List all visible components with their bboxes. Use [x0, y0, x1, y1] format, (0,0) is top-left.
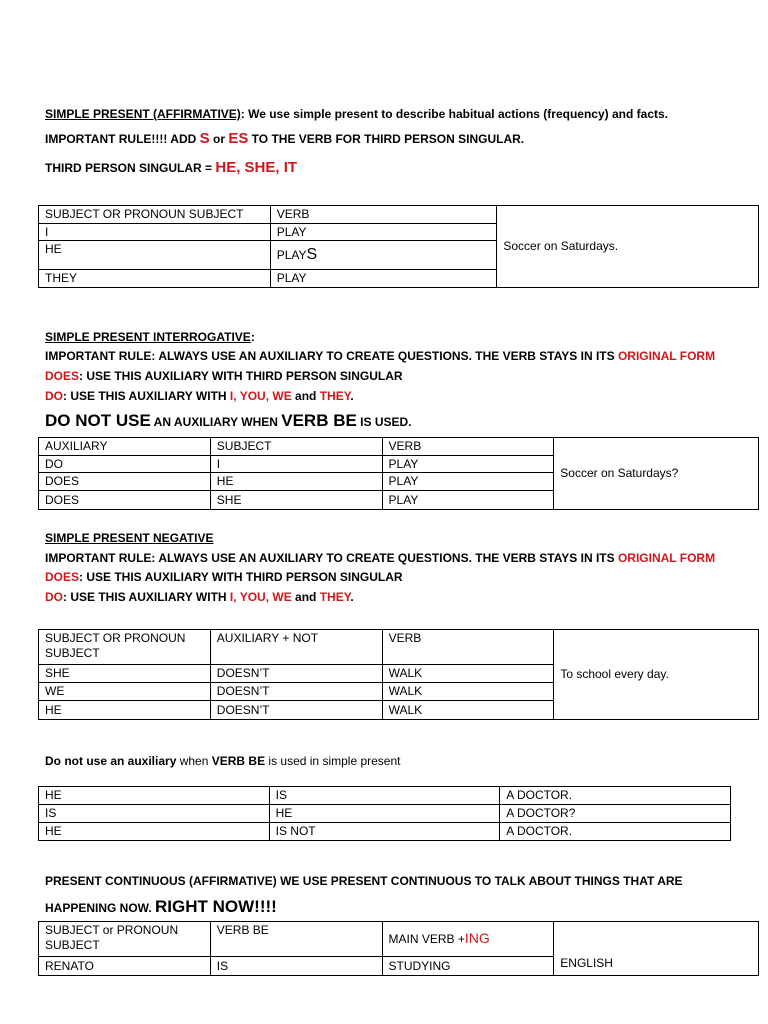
- table-row: [39, 630, 759, 665]
- s3-do-f: .: [350, 590, 354, 604]
- s2-h3: VERB: [382, 438, 554, 456]
- s2-does-b: : USE THIS AUXILIARY WITH THIRD PERSON SINGULAR: [79, 369, 403, 383]
- s1-plays-base: PLAY: [276, 248, 307, 262]
- s2-do-c: I, YOU, WE: [229, 389, 292, 403]
- s5-h1a: SUBJECT or PRONOUN: [45, 923, 179, 937]
- table-row: [39, 922, 759, 957]
- s1-rule-or: or: [209, 132, 229, 146]
- s3-h1a: SUBJECT OR PRONOUN: [45, 631, 186, 645]
- s1-plays-s: S: [306, 246, 318, 263]
- s2-rule: [45, 348, 715, 364]
- s3-do-d: and: [291, 590, 320, 604]
- s4-note-d: is used in simple present: [265, 754, 401, 768]
- table-cell: PLAY: [382, 473, 554, 491]
- table-row: [39, 787, 731, 805]
- table-cell: IS: [39, 805, 270, 823]
- s3-h2: AUXILIARY + NOT: [210, 630, 382, 665]
- table-cell: IS: [269, 787, 500, 805]
- s2-do: [45, 388, 354, 404]
- s3-do-b: : USE THIS AUXILIARY WITH: [63, 590, 230, 604]
- s5-line2: [45, 897, 277, 918]
- table-cell: PLAY: [270, 270, 497, 288]
- table-cell: I: [39, 224, 271, 241]
- s5-h1: [39, 922, 211, 957]
- s2-dnu-c: VERB BE: [281, 411, 357, 430]
- s2-rule-a: IMPORTANT RULE: ALWAYS USE AN AUXILIARY TO CREATE QUESTIONS. THE VERB STAYS IN ITS: [45, 349, 618, 363]
- s5-h3b: ING: [464, 930, 490, 946]
- table-cell: A DOCTOR.: [500, 823, 731, 841]
- s2-table: [38, 437, 759, 510]
- table-cell: DO: [39, 456, 211, 473]
- s3-rule-a: IMPORTANT RULE: ALWAYS USE AN AUXILIARY TO CREATE QUESTIONS. THE VERB STAYS IN ITS: [45, 551, 618, 565]
- s3-does-a: DOES: [45, 570, 80, 584]
- s2-do-a: DO: [45, 389, 63, 403]
- s1-tps-value: HE, SHE, IT: [215, 159, 298, 176]
- table-cell: DOES: [39, 473, 211, 491]
- s5-h1b: SUBJECT: [45, 938, 100, 952]
- table-cell: RENATO: [39, 957, 211, 976]
- s3-rule: [45, 550, 715, 566]
- s3-side: To school every day.: [554, 630, 759, 720]
- s3-do-a: DO: [45, 590, 63, 604]
- s5-h3a: MAIN VERB +: [388, 932, 465, 946]
- table-cell: HE: [269, 805, 500, 823]
- s2-title: SIMPLE PRESENT INTERROGATIVE: [45, 330, 251, 344]
- s1-rule-suffix: TO THE VERB FOR THIRD PERSON SINGULAR.: [248, 132, 525, 146]
- s2-do-e: THEY: [319, 389, 351, 403]
- s2-do-b: : USE THIS AUXILIARY WITH: [63, 389, 230, 403]
- s1-title-rest: : We use simple present to describe habitual actions (frequency) and facts.: [240, 107, 668, 121]
- table-row: [39, 438, 759, 456]
- s5-h3: [382, 922, 554, 957]
- s5-side: ENGLISH: [554, 922, 759, 976]
- table-cell: IS: [210, 957, 382, 976]
- s4-note-c: VERB BE: [211, 754, 266, 768]
- table-cell: [270, 241, 497, 270]
- table-cell: PLAY: [382, 491, 554, 510]
- table-row: [39, 805, 731, 823]
- s2-does: [45, 368, 403, 384]
- s3-do: [45, 589, 354, 605]
- s4-note-b: when: [176, 754, 212, 768]
- table-cell: A DOCTOR?: [500, 805, 731, 823]
- s1-rule-prefix: IMPORTANT RULE!!!! ADD: [45, 132, 200, 146]
- s1-side: Soccer on Saturdays.: [497, 206, 759, 288]
- table-cell: WALK: [382, 701, 554, 720]
- table-row: [39, 823, 731, 841]
- s1-rule-s: S: [199, 130, 210, 147]
- table-cell: WALK: [382, 683, 554, 701]
- table-cell: THEY: [39, 270, 271, 288]
- table-cell: SHE: [39, 665, 211, 683]
- s4-note: [45, 753, 400, 769]
- table-cell: WE: [39, 683, 211, 701]
- table-cell: DOES: [39, 491, 211, 510]
- table-cell: DOESN’T: [210, 665, 382, 683]
- s3-do-c: I, YOU, WE: [229, 590, 292, 604]
- s3-h1b: SUBJECT: [45, 646, 100, 660]
- table-cell: PLAY: [382, 456, 554, 473]
- s3-do-e: THEY: [319, 590, 351, 604]
- table-cell: HE: [39, 701, 211, 720]
- s1-tps-prefix: THIRD PERSON SINGULAR =: [45, 161, 216, 175]
- table-cell: HE: [39, 823, 270, 841]
- s3-h1: [39, 630, 211, 665]
- s2-rule-b: ORIGINAL FORM: [617, 349, 716, 363]
- s2-do-d: and: [291, 389, 320, 403]
- table-cell: HE: [210, 473, 382, 491]
- table-cell: HE: [39, 241, 271, 270]
- s5-line2-b: RIGHT NOW!!!!: [155, 897, 277, 916]
- s3-title: SIMPLE PRESENT NEGATIVE: [45, 531, 214, 545]
- s5-line2-a: HAPPENING NOW.: [45, 901, 156, 915]
- s1-h2: VERB: [270, 206, 497, 224]
- s1-h1: SUBJECT OR PRONOUN SUBJECT: [39, 206, 271, 224]
- s2-dnu-d: IS USED.: [356, 415, 412, 429]
- s2-do-not-use: [45, 411, 412, 432]
- s2-h1: AUXILIARY: [39, 438, 211, 456]
- s5-line1: PRESENT CONTINUOUS (AFFIRMATIVE) WE USE PRESENT CONTINUOUS TO TALK ABOUT THINGS THAT ARE: [45, 874, 683, 888]
- s1-tps: [45, 160, 297, 176]
- s2-dnu-b: AN AUXILIARY WHEN: [150, 415, 282, 429]
- s3-rule-b: ORIGINAL FORM: [617, 551, 716, 565]
- table-cell: STUDYING: [382, 957, 554, 976]
- s1-title: SIMPLE PRESENT (AFFIRMATIVE): [45, 107, 241, 121]
- s1-table: [38, 205, 759, 288]
- s5-table: [38, 921, 759, 976]
- s2-title-rest: :: [250, 330, 255, 344]
- s2-dnu-a: DO NOT USE: [45, 411, 151, 430]
- s2-h2: SUBJECT: [210, 438, 382, 456]
- s1-rule-es: ES: [228, 130, 249, 147]
- table-cell: IS NOT: [269, 823, 500, 841]
- s2-heading: [45, 329, 255, 345]
- s3-does: [45, 569, 403, 585]
- s3-h3: VERB: [382, 630, 554, 665]
- table-cell: SHE: [210, 491, 382, 510]
- table-cell: I: [210, 456, 382, 473]
- table-cell: PLAY: [270, 224, 497, 241]
- table-row: [39, 206, 759, 224]
- s4-table: [38, 786, 731, 841]
- s3-does-b: : USE THIS AUXILIARY WITH THIRD PERSON SINGULAR: [79, 570, 403, 584]
- s4-note-a: Do not use an auxiliary: [45, 754, 177, 768]
- s2-do-f: .: [350, 389, 354, 403]
- table-cell: WALK: [382, 665, 554, 683]
- table-cell: A DOCTOR.: [500, 787, 731, 805]
- table-cell: DOESN’T: [210, 701, 382, 720]
- table-cell: HE: [39, 787, 270, 805]
- s5-h2: VERB BE: [210, 922, 382, 957]
- s2-side: Soccer on Saturdays?: [554, 438, 759, 510]
- s1-heading: [45, 106, 668, 122]
- s2-does-a: DOES: [45, 369, 80, 383]
- s3-table: [38, 629, 759, 720]
- s1-rule: [45, 131, 524, 147]
- table-cell: DOESN’T: [210, 683, 382, 701]
